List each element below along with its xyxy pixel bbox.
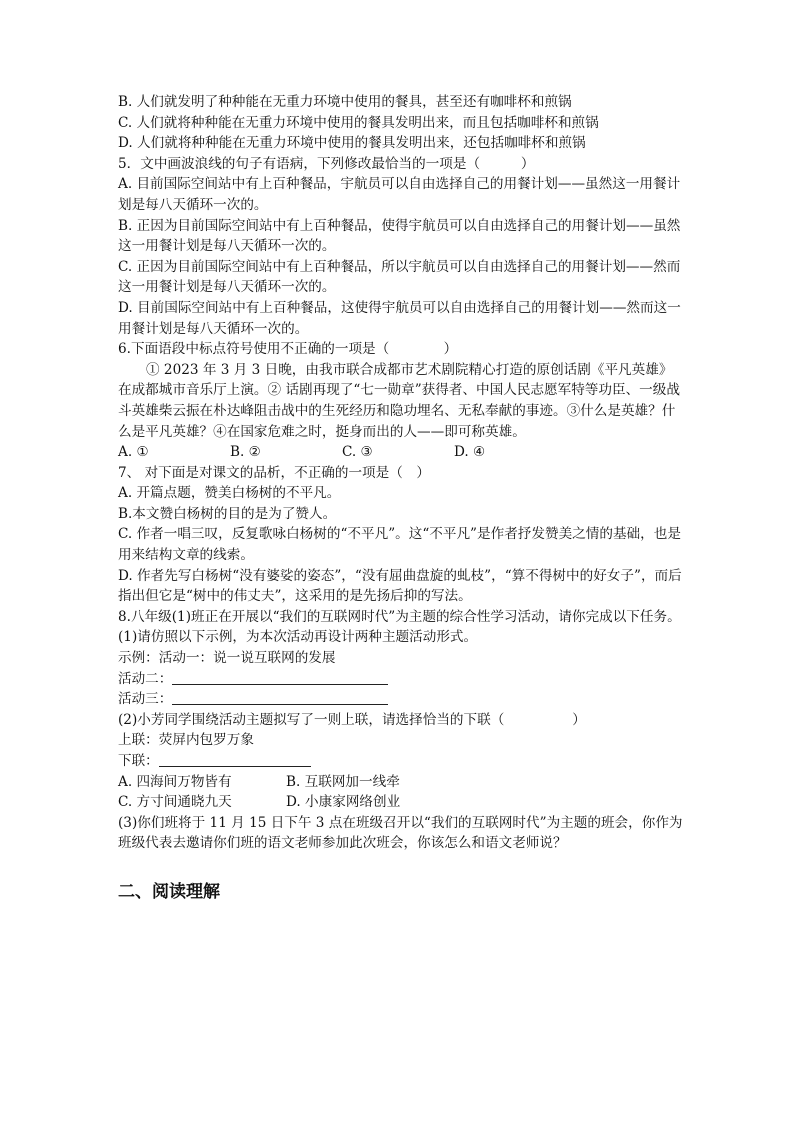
q6-option-d: D. ④ — [454, 444, 486, 461]
q7-option-b: B.本文赞白杨树的目的是为了赞人。 — [118, 505, 337, 522]
q8-sub3: (3)你们班将于 11 月 15 日下午 3 点在班级召开以“我们的互联网时代”为主题的班会，你作为班级代表去邀请你们班的语文老师参加此次班会，你该怎么和语文老师说？ — [118, 814, 683, 852]
q8-upper-couplet: 上联：荧屏内包罗万象 — [118, 732, 254, 749]
q5-option-c: C. 正因为目前国际空间站中有上百种餐品，所以宇航员可以自由选择自己的用餐计划——然而这一用餐计划是每八天循环一次的。 — [118, 258, 681, 296]
q7-option-c: C. 作者一唱三叹，反复歌咏白杨树的“不平凡”。这“不平凡”是作者抒发赞美之情的基础，也是用来结构文章的线索。 — [118, 526, 681, 564]
q6-stem: 6.下面语段中标点符号使用不正确的一项是（ ） — [118, 341, 458, 358]
activity-three-answer-blank[interactable] — [172, 690, 388, 705]
q4-option-b: B. 人们就发明了种种能在无重力环境中使用的餐具，甚至还有咖啡杯和煎锅 — [118, 94, 572, 110]
q7-stem: 7、 对下面是对课文的品析，不正确的一项是（ ） — [118, 464, 431, 481]
q5-option-b: B. 正因为目前国际空间站中有上百种餐品，使得宇航员可以自由选择自己的用餐计划——虽然这一用餐计划是每八天循环一次的。 — [118, 217, 681, 255]
q8-sub1: (1)请仿照以下示例，为本次活动再设计两种主题活动形式。 — [118, 629, 478, 646]
activity-two-answer-blank[interactable] — [172, 670, 388, 685]
q6-option-c: C. ③ — [342, 444, 373, 461]
q8-options-row-2 — [118, 792, 684, 813]
q4-option-c: C. 人们就将种种能在无重力环境中使用的餐具发明出来，而且包括咖啡杯和煎锅 — [118, 114, 599, 131]
section-two-title: 二、阅读理解 — [118, 881, 220, 902]
q8-sub2: (2)小芳同学围绕活动主题拟写了一则上联，请选择恰当的下联（ ） — [118, 711, 586, 728]
q7-option-d: D. 作者先写白杨树“没有婆娑的姿态”，“没有屈曲盘旋的虬枝”，“算不得树中的好女子”，而后指出但它是“树中的伟丈夫”，这采用的是先扬后抑的写法。 — [118, 567, 682, 605]
q4-option-d: D. 人们就将种种能在无重力环境中使用的餐具发明出来，还包括咖啡杯和煎锅 — [118, 135, 586, 152]
q5-option-d: D. 目前国际空间站中有上百种餐品，这使得宇航员可以自由选择自己的用餐计划——然而这一用餐计划是每八天循环一次的。 — [118, 299, 681, 337]
q8-lower-couplet — [118, 751, 684, 772]
q8-activity-two-label: 活动二： — [118, 670, 173, 687]
q8-option-a: A. 四海间万物皆有 — [118, 773, 232, 790]
q8-example: 示例：活动一：说一说互联网的发展 — [118, 650, 336, 667]
lower-couplet-answer-blank[interactable] — [159, 752, 311, 767]
q6-option-a: A. ① — [118, 444, 149, 461]
q5-option-a: A. 目前国际空间站中有上百种餐品，宇航员可以自由选择自己的用餐计划——虽然这一用餐计划是每八天循环一次的。 — [118, 176, 681, 213]
q8-stem: 8.八年级(1)班正在开展以“我们的互联网时代”为主题的综合性学习活动，请你完成以下任务。 — [118, 608, 681, 625]
q8-option-b: B. 互联网加一线牵 — [286, 773, 400, 790]
q8-activity-three — [118, 689, 684, 710]
q6-option-b: B. ② — [230, 444, 261, 461]
q8-activity-three-label: 活动三： — [118, 691, 173, 708]
q8-lower-couplet-label: 下联： — [118, 753, 159, 769]
q6-options — [118, 442, 684, 463]
q8-activity-two — [118, 669, 684, 690]
q8-options-row-1 — [118, 772, 684, 793]
q8-option-d: D. 小康家网络创业 — [286, 794, 401, 811]
q6-passage: ① 2023 年 3 月 3 日晚，由我市联合成都市艺术剧院精心打造的原创话剧《平凡英雄》在成都城市音乐厅上演。② 话剧再现了“七一勋章”获得者、中国人民志愿军特等功臣、一级战斗英雄柴云振在朴达峰阻击战中的生死经历和隐功埋名、无私奉献的事迹。③什么是英雄？什么是平凡英雄？④在国家危难之时，挺身而出的人——即可称英雄。 — [118, 361, 680, 440]
q5-stem: 5．文中画波浪线的句子有语病，下列修改最恰当的一项是（ ） — [118, 155, 535, 172]
q7-option-a: A. 开篇点题，赞美白杨树的不平凡。 — [118, 485, 341, 502]
q8-option-c: C. 方寸间通晓九天 — [118, 794, 232, 811]
